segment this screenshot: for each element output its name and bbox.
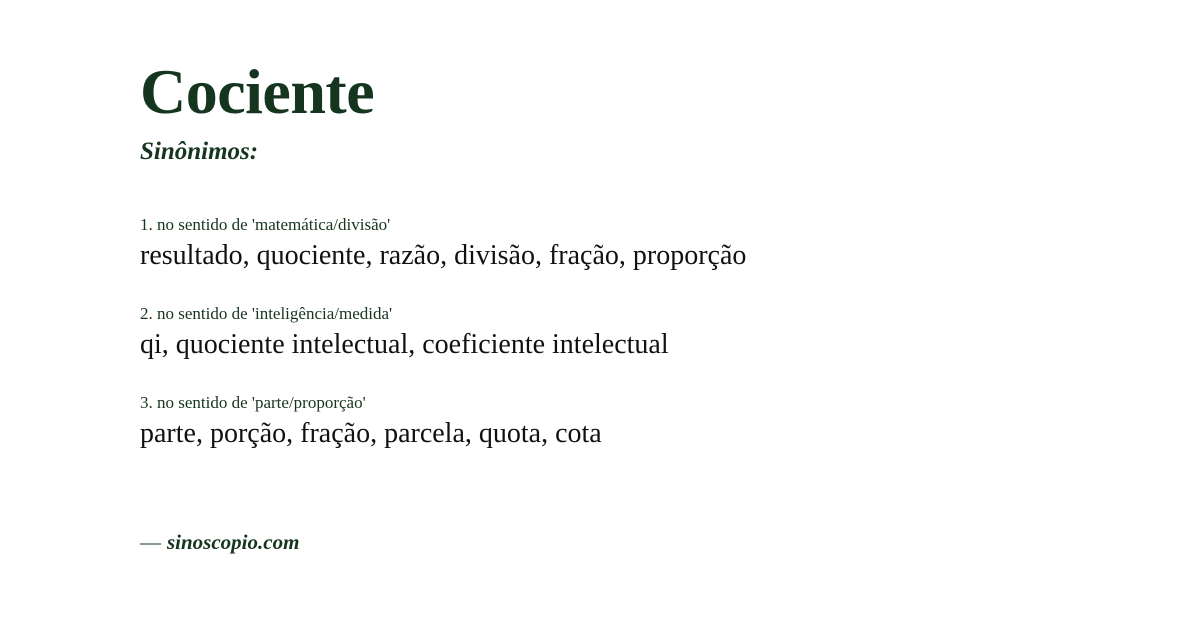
section-label: Sinônimos:: [140, 138, 259, 165]
sense-item: [140, 214, 1060, 275]
sense-label: 2. no sentido de 'inteligência/medida': [140, 303, 393, 323]
source-attribution: [140, 530, 299, 555]
sense-item: [140, 303, 1060, 364]
page-title: Cociente: [140, 56, 375, 127]
sense-words: resultado, quociente, razão, divisão, fração, proporção: [140, 239, 747, 271]
sense-label: 1. no sentido de 'matemática/divisão': [140, 214, 391, 234]
sense-item: [140, 392, 1060, 453]
sense-words: qi, quociente intelectual, coeficiente intelectual: [140, 328, 669, 360]
em-dash: —: [140, 530, 161, 554]
sense-words: parte, porção, fração, parcela, quota, cota: [140, 417, 602, 449]
sense-label: 3. no sentido de 'parte/proporção': [140, 392, 366, 412]
senses-list: [140, 214, 1060, 453]
source-name: sinoscopio.com: [167, 530, 300, 554]
